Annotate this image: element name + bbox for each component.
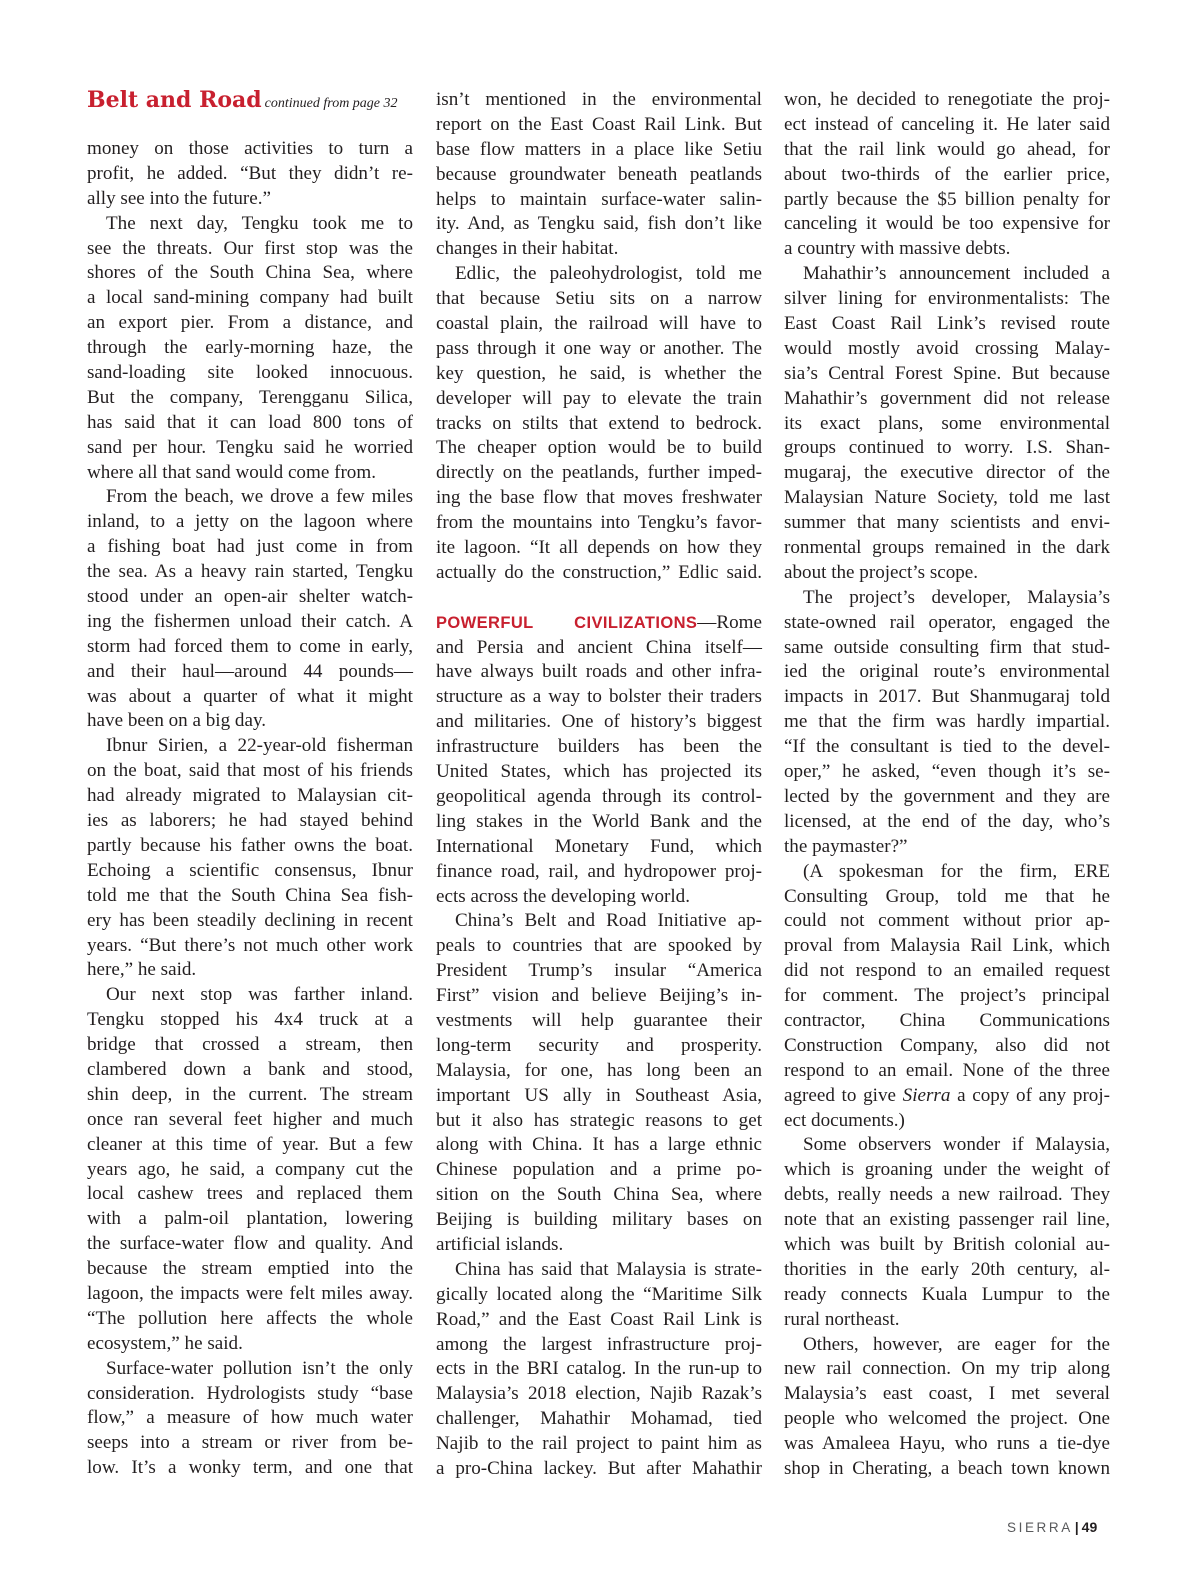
body-line: vestments will help guarantee their xyxy=(436,1009,762,1031)
body-line: structure as a way to bolster their traders xyxy=(436,686,762,708)
magazine-name-italic: Sierra xyxy=(902,1084,951,1106)
body-line: base flow matters in a place like Setiu xyxy=(436,138,762,160)
body-line: canceling it would be too expensive for xyxy=(784,213,1110,235)
body-line: isn’t mentioned in the environmental xyxy=(436,89,762,110)
body-line: and militaries. One of history’s biggest xyxy=(436,711,762,733)
body-line: local cashew trees and replaced them xyxy=(87,1183,413,1205)
body-line: International Monetary Fund, which xyxy=(436,835,762,857)
body-line: Beijing is building military bases on xyxy=(436,1209,762,1231)
body-line: state-owned rail operator, engaged the xyxy=(784,611,1110,633)
body-line: Surface-water pollution isn’t the only xyxy=(106,1357,413,1379)
continued-header xyxy=(87,88,413,117)
body-line: First” vision and believe Beijing’s in- xyxy=(436,985,762,1007)
body-line: shin deep, in the current. The stream xyxy=(87,1083,413,1105)
body-line: The cheaper option would be to build xyxy=(436,437,762,459)
body-line: United States, which has projected its xyxy=(436,761,762,783)
body-line: have always built roads and other infra- xyxy=(436,661,762,683)
body-line: key question, he said, is whether the xyxy=(436,362,762,384)
column-2 xyxy=(436,88,762,1482)
page-number: 49 xyxy=(1081,1519,1098,1535)
body-line: consideration. Hydrologists study “base xyxy=(87,1382,413,1404)
body-line: Malaysian Nature Society, told me last xyxy=(784,487,1110,509)
body-line: told me that the South China Sea fish- xyxy=(87,884,413,906)
body-line: for comment. The project’s principal xyxy=(784,985,1110,1007)
body-line: East Coast Rail Link’s revised route xyxy=(784,313,1110,335)
body-line: Ibnur Sirien, a 22-year-old fisherman xyxy=(106,735,413,757)
body-line: new rail connection. On my trip along xyxy=(784,1358,1110,1380)
section-kicker: Belt and Road xyxy=(87,87,262,113)
body-line: low. It’s a wonky term, and one that xyxy=(87,1457,413,1479)
body-line: a fishing boat had just come in from xyxy=(87,536,413,558)
body-line: its exact plans, some environmental xyxy=(784,412,1110,434)
body-line: Road,” and the East Coast Rail Link is xyxy=(436,1308,762,1330)
section-break xyxy=(436,586,762,611)
body-line: sand-loading site looked innocuous. xyxy=(87,362,413,384)
body-line: report on the East Coast Rail Link. But xyxy=(436,113,762,135)
body-line: with a palm-oil plantation, lowering xyxy=(87,1208,413,1230)
body-line: seeps into a stream or river from be- xyxy=(87,1432,413,1454)
body-line: shores of the South China Sea, where xyxy=(87,262,413,284)
body-line: was Amaleea Hayu, who runs a tie-dye xyxy=(784,1433,1110,1455)
body-line: coastal plain, the railroad will have to xyxy=(436,313,762,335)
body-line: mugaraj, the executive director of the xyxy=(784,462,1110,484)
body-line: Others, however, are eager for the xyxy=(803,1333,1110,1355)
body-line: ready connects Kuala Lumpur to the xyxy=(784,1283,1110,1305)
body-line: and their haul—around 44 pounds— xyxy=(87,660,413,682)
line-part: agreed to give xyxy=(784,1084,903,1106)
section-lead-line xyxy=(436,611,762,636)
section-lead-rest: —Rome xyxy=(697,611,762,633)
body-line: did not respond to an emailed request xyxy=(784,960,1110,982)
body-line: President Trump’s insular “America xyxy=(436,960,762,982)
body-line: Mahathir’s announcement included a xyxy=(803,263,1110,285)
body-line: Tengku stopped his 4x4 truck at a xyxy=(87,1009,413,1031)
body-line: pass through it one way or another. The xyxy=(436,337,762,359)
body-line: ied the original route’s environmental xyxy=(784,661,1110,683)
body-line: Malaysia’s 2018 election, Najib Razak’s xyxy=(436,1383,762,1405)
body-line: people who welcomed the project. One xyxy=(784,1408,1110,1430)
body-line: Some observers wonder if Malaysia, xyxy=(803,1134,1110,1156)
folio-separator: | xyxy=(1074,1520,1079,1535)
body-line: has said that it can load 800 tons of xyxy=(87,411,413,433)
body-line: on the boat, said that most of his friends xyxy=(87,760,413,782)
magazine-name: SIERRA xyxy=(1007,1520,1073,1535)
body-line: ling stakes in the World Bank and the xyxy=(436,810,762,832)
body-line: through the early-morning haze, the xyxy=(87,337,413,359)
body-line: debts, really needs a new railroad. They xyxy=(784,1184,1110,1206)
body-line: which is groaning under the weight of xyxy=(784,1159,1110,1181)
body-line: directly on the peatlands, further imped- xyxy=(436,462,762,484)
column-1 xyxy=(87,87,413,1481)
body-line: once ran several feet higher and much xyxy=(87,1108,413,1130)
body-line: helps to maintain surface-water salin- xyxy=(436,188,762,210)
body-line: sia’s Central Forest Spine. But because xyxy=(784,362,1110,384)
body-line: Edlic, the paleohydrologist, told me xyxy=(455,263,762,285)
body-line: along with China. It has a large ethnic xyxy=(436,1134,762,1156)
body-line: the paymaster?” xyxy=(784,835,908,857)
body-line: which was built by British colonial au- xyxy=(784,1233,1110,1255)
body-line: cleaner at this time of year. But a few xyxy=(87,1133,413,1155)
body-line: developer will pay to elevate the train xyxy=(436,387,762,409)
body-line: Mahathir’s government did not release xyxy=(784,387,1110,409)
body-line: infrastructure builders has been the xyxy=(436,736,762,758)
body-line: money on those activities to turn a xyxy=(87,138,413,159)
body-line: (A spokesman for the firm, ERE xyxy=(803,860,1110,882)
body-line: profit, he added. “But they didn’t re- xyxy=(87,162,413,184)
body-line: bridge that crossed a stream, then xyxy=(87,1034,413,1056)
body-line: ing the base flow that moves freshwater xyxy=(436,487,762,509)
body-line: years. “But there’s not much other work xyxy=(87,934,413,956)
body-line: tracks on stilts that extend to bedrock. xyxy=(436,412,762,434)
body-line: inland, to a jetty on the lagoon where xyxy=(87,511,413,533)
body-line: a local sand-mining company had built xyxy=(87,287,413,309)
body-line: Malaysia, for one, has long been an xyxy=(436,1059,762,1081)
body-line: Chinese population and a prime po- xyxy=(436,1159,762,1181)
body-line: among the largest infrastructure proj- xyxy=(436,1333,762,1355)
body-line: ecosystem,” he said. xyxy=(87,1332,243,1354)
continued-from-label: continued from page 32 xyxy=(264,96,398,111)
body-line: years ago, he said, a company cut the xyxy=(87,1158,413,1180)
body-line: Echoing a scientific consensus, Ibnur xyxy=(87,859,413,881)
section-lead-caps: POWERFUL CIVILIZATIONS xyxy=(436,613,698,632)
body-line: The project’s developer, Malaysia’s xyxy=(803,586,1110,608)
body-line: challenger, Mahathir Mohamad, tied xyxy=(436,1408,762,1430)
body-line: that the rail link would go ahead, for xyxy=(784,138,1110,160)
body-line: won, he decided to renegotiate the proj- xyxy=(784,89,1110,110)
body-line: Najib to the rail project to paint him as xyxy=(436,1433,762,1455)
body-line: shop in Cherating, a beach town known xyxy=(784,1457,1110,1479)
body-line: could not comment without prior ap- xyxy=(784,910,1110,932)
body-line: impacts in 2017. But Shanmugaraj told xyxy=(784,686,1110,708)
body-line: oper,” he asked, “even though it’s se- xyxy=(784,761,1110,783)
body-line: because groundwater beneath peatlands xyxy=(436,163,762,185)
body-line: Our next stop was farther inland. xyxy=(106,984,413,1006)
body-line: partly because the $5 billion penalty for xyxy=(784,188,1110,210)
body-line: me that the firm was hardly impartial. xyxy=(784,711,1110,733)
body-line: Consulting Group, told me that he xyxy=(784,885,1110,907)
body-line: Construction Company, also did not xyxy=(784,1034,1110,1056)
body-line: China’s Belt and Road Initiative ap- xyxy=(455,910,762,932)
body-line: about the project’s scope. xyxy=(784,561,979,583)
body-line: ing the fishermen unload their catch. A xyxy=(87,610,413,632)
body-line: silver lining for environmentalists: The xyxy=(784,288,1110,310)
body-line: same outside consulting firm that stud- xyxy=(784,636,1110,658)
body-line: ect documents.) xyxy=(784,1109,905,1131)
body-line: partly because his father owns the boat. xyxy=(87,834,413,856)
body-line: lected by the government and they are xyxy=(784,785,1110,807)
body-line: geopolitical agenda through its control- xyxy=(436,785,762,807)
body-line: ies as laborers; he had stayed behind xyxy=(87,810,413,832)
body-line: and Persia and ancient China itself— xyxy=(436,636,762,658)
body-line: artificial islands. xyxy=(436,1233,564,1255)
body-line: that because Setiu sits on a narrow xyxy=(436,288,762,310)
column-3 xyxy=(784,88,1110,1482)
body-line: the surface-water flow and quality. And xyxy=(87,1233,413,1255)
body-line: ity. And, as Tengku said, fish don’t like xyxy=(436,213,762,235)
body-line: ects in the BRI catalog. In the run-up to xyxy=(436,1358,762,1380)
body-line: “If the consultant is tied to the devel- xyxy=(784,736,1110,758)
body-line: gically located along the “Maritime Silk xyxy=(436,1283,762,1305)
body-line: storm had forced them to come in early, xyxy=(87,635,413,657)
body-line: important US ally in Southeast Asia, xyxy=(436,1084,762,1106)
body-line: see the threats. Our first stop was the xyxy=(87,237,413,259)
body-line: ect instead of canceling it. He later said xyxy=(784,113,1110,135)
body-line: because the stream emptied into the xyxy=(87,1258,413,1280)
body-line: proval from Malaysia Rail Link, which xyxy=(784,935,1110,957)
body-line: thorities in the early 20th century, al- xyxy=(784,1258,1110,1280)
body-line: From the beach, we drove a few miles xyxy=(106,486,413,508)
body-line: actually do the construction,” Edlic said. xyxy=(436,561,762,583)
body-line: “The pollution here affects the whole xyxy=(87,1307,413,1329)
body-line: ery has been steadily declining in recent xyxy=(87,909,413,931)
body-line: the sea. As a heavy rain started, Tengku xyxy=(87,561,413,583)
body-line: But the company, Terengganu Silica, xyxy=(87,386,413,408)
body-line: stood under an open-air shelter watch- xyxy=(87,586,413,608)
body-line: flow,” a measure of how much water xyxy=(87,1407,413,1429)
body-line: clambered down a bank and stood, xyxy=(87,1058,413,1080)
body-line: lagoon, the impacts were felt miles away. xyxy=(87,1282,413,1304)
body-line: was about a quarter of what it might xyxy=(87,685,413,707)
body-line: licensed, at the end of the day, who’s xyxy=(784,810,1110,832)
body-line: here,” he said. xyxy=(87,959,197,981)
body-line: ronmental groups remained in the dark xyxy=(784,537,1110,559)
body-line-with-italic xyxy=(784,1084,1110,1109)
body-line: where all that sand would come from. xyxy=(87,461,376,483)
body-line: note that an existing passenger rail line, xyxy=(784,1209,1110,1231)
body-line: from the mountains into Tengku’s favor- xyxy=(436,512,762,534)
body-line: finance road, rail, and hydropower proj- xyxy=(436,860,762,882)
body-line: have been on a big day. xyxy=(87,710,267,732)
page-folio xyxy=(1007,1519,1097,1535)
body-line: ects across the developing world. xyxy=(436,885,690,907)
body-line: a pro-China lackey. But after Mahathir xyxy=(436,1457,762,1479)
body-line: rural northeast. xyxy=(784,1308,900,1330)
body-line: sition on the South China Sea, where xyxy=(436,1184,762,1206)
body-line: peals to countries that are spooked by xyxy=(436,935,762,957)
body-line: changes in their habitat. xyxy=(436,238,619,260)
body-line: Malaysia’s east coast, I met several xyxy=(784,1383,1110,1405)
body-line: ite lagoon. “It all depends on how they xyxy=(436,537,762,559)
body-line: The next day, Tengku took me to xyxy=(106,212,413,234)
body-line: respond to an email. None of the three xyxy=(784,1059,1110,1081)
body-line: had already migrated to Malaysian cit- xyxy=(87,785,413,807)
body-line: long-term security and prosperity. xyxy=(436,1034,762,1056)
body-line: China has said that Malaysia is strate- xyxy=(455,1258,762,1280)
body-line: would mostly avoid crossing Malay- xyxy=(784,337,1110,359)
body-line: contractor, China Communications xyxy=(784,1009,1110,1031)
body-line: an export pier. From a distance, and xyxy=(87,312,413,334)
line-part: a copy of any proj- xyxy=(950,1084,1111,1106)
body-line: about two-thirds of the earlier price, xyxy=(784,163,1110,185)
body-line: ally see into the future.” xyxy=(87,187,271,209)
body-line: summer that many scientists and envi- xyxy=(784,512,1110,534)
body-line: a country with massive debts. xyxy=(784,238,1011,260)
body-line: groups continued to worry. I.S. Shan- xyxy=(784,437,1110,459)
body-line: sand per hour. Tengku said he worried xyxy=(87,436,413,458)
body-line: but it also has strategic reasons to get xyxy=(436,1109,762,1131)
